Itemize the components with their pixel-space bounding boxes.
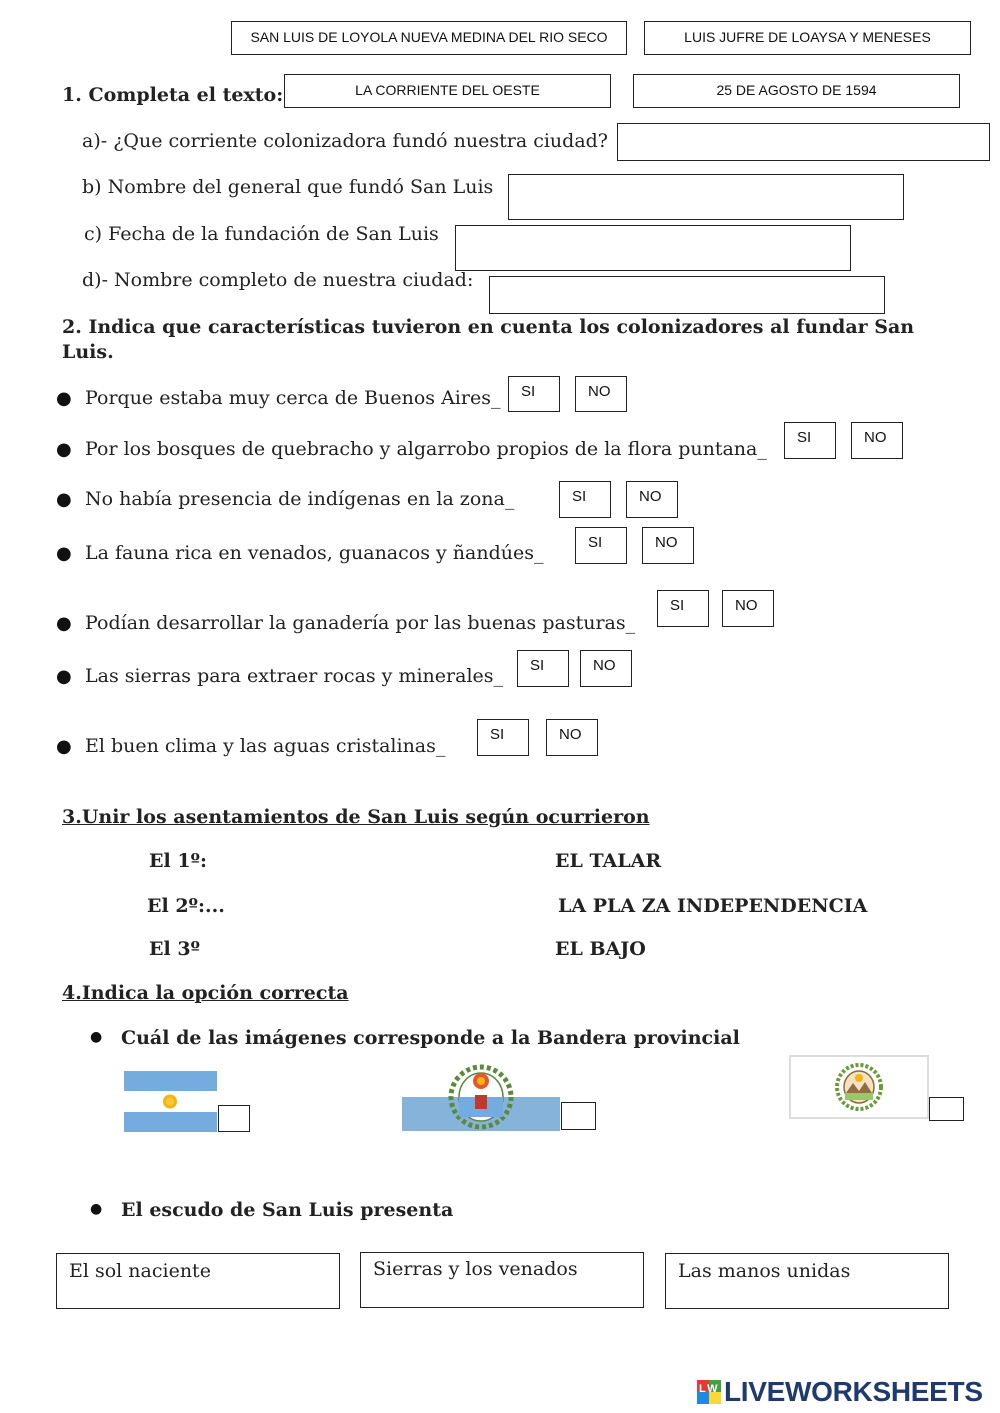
criterion-4-yes[interactable] [575, 527, 627, 564]
settlement-el-bajo[interactable]: EL BAJO [555, 938, 646, 960]
no-label: NO [593, 657, 616, 674]
criterion-7: El buen clima y las aguas cristalinas_ [85, 735, 446, 757]
option-sierras-venados[interactable]: Sierras y los venados [360, 1252, 644, 1308]
no-label: NO [655, 534, 678, 551]
question-c: c) Fecha de la fundación de San Luis [84, 223, 439, 245]
criterion-1-yes[interactable] [508, 376, 560, 412]
word-bank-current: LA CORRIENTE DEL OESTE [284, 74, 611, 108]
criterion-1: Porque estaba muy cerca de Buenos Aires_ [85, 387, 501, 409]
provincial-flag-option-2-image [402, 1063, 560, 1131]
criterion-3: No había presencia de indígenas en la zona_ [85, 488, 515, 510]
logo-icon-letters: LW [699, 1383, 720, 1395]
criterion-7-no[interactable] [546, 719, 598, 756]
section2-title-line2: Luis. [62, 341, 114, 363]
question-a: a)- ¿Que corriente colonizadora fundó nuestra ciudad? [82, 130, 608, 152]
section4-title: 4.Indica la opción correcta [62, 982, 349, 1004]
criterion-3-no[interactable] [626, 481, 678, 518]
yes-label: SI [670, 597, 685, 614]
bullet-icon: ● [56, 439, 72, 460]
bullet-icon: ● [56, 543, 72, 564]
yes-label: SI [797, 429, 812, 446]
answer-d-input[interactable] [489, 276, 885, 314]
answer-b-input[interactable] [508, 174, 904, 220]
criterion-1-no[interactable] [575, 376, 627, 412]
criterion-3-yes[interactable] [559, 481, 611, 518]
brand-text: LIVEWORKSHEETS [724, 1376, 983, 1407]
question-b: b) Nombre del general que fundó San Luis [82, 176, 494, 198]
answer-a-input[interactable] [617, 123, 990, 161]
section3-title: 3.Unir los asentamientos de San Luis según ocurrieron [62, 806, 650, 828]
criterion-5-no[interactable] [722, 590, 774, 627]
question-d: d)- Nombre completo de nuestra ciudad: [82, 269, 474, 291]
no-label: NO [559, 726, 582, 743]
flag-question: Cuál de las imágenes corresponde a la Bandera provincial [121, 1027, 740, 1049]
criterion-4-no[interactable] [642, 527, 694, 564]
bullet-icon: ● [90, 1201, 103, 1217]
criterion-4: La fauna rica en venados, guanacos y ñandúes_ [85, 542, 544, 564]
liveworksheets-logo [697, 1378, 993, 1408]
settlement-order-1: El 1º: [149, 850, 208, 872]
settlement-el-talar[interactable]: EL TALAR [555, 850, 662, 872]
settlement-order-3: El 3º [149, 938, 201, 960]
criterion-6-no[interactable] [580, 650, 632, 687]
section1-title: 1. Completa el texto: [62, 84, 284, 106]
flag-3-checkbox[interactable] [929, 1097, 964, 1121]
bullet-icon: ● [56, 613, 72, 634]
no-label: NO [588, 383, 611, 400]
section2-title: 2. Indica que características tuvieron en cuenta los colonizadores al fundar San [62, 316, 915, 338]
criterion-2: Por los bosques de quebracho y algarrobo propios de la flora puntana_ [85, 438, 767, 460]
word-bank-founder: LUIS JUFRE DE LOAYSA Y MENESES [644, 21, 971, 55]
no-label: NO [864, 429, 887, 446]
settlement-plaza-independencia[interactable]: LA PLA ZA INDEPENDENCIA [558, 895, 868, 917]
option-sol-naciente[interactable]: El sol naciente [56, 1253, 340, 1309]
settlement-order-2: El 2º:... [147, 895, 225, 917]
yes-label: SI [530, 657, 545, 674]
bullet-icon: ● [56, 388, 72, 409]
flag-2-checkbox[interactable] [561, 1102, 596, 1130]
criterion-6-yes[interactable] [517, 650, 569, 687]
bullet-icon: ● [56, 736, 72, 757]
answer-c-input[interactable] [455, 225, 851, 271]
word-bank-city-name: SAN LUIS DE LOYOLA NUEVA MEDINA DEL RIO SECO [231, 21, 627, 55]
flag-1-checkbox[interactable] [218, 1105, 250, 1132]
no-label: NO [735, 597, 758, 614]
yes-label: SI [588, 534, 603, 551]
bullet-icon: ● [56, 489, 72, 510]
criterion-7-yes[interactable] [477, 719, 529, 756]
no-label: NO [639, 488, 662, 505]
argentina-flag-image [124, 1071, 217, 1132]
criterion-2-yes[interactable] [784, 422, 836, 459]
option-manos-unidas[interactable]: Las manos unidas [665, 1253, 949, 1309]
criterion-6: Las sierras para extraer rocas y minerales_ [85, 665, 504, 687]
san-luis-flag-image [789, 1055, 929, 1119]
bullet-icon: ● [56, 666, 72, 687]
yes-label: SI [572, 488, 587, 505]
bullet-icon: ● [90, 1029, 103, 1045]
criterion-2-no[interactable] [851, 422, 903, 459]
criterion-5-yes[interactable] [657, 590, 709, 627]
shield-question: El escudo de San Luis presenta [121, 1199, 454, 1221]
word-bank-date: 25 DE AGOSTO DE 1594 [633, 74, 960, 108]
yes-label: SI [490, 726, 505, 743]
yes-label: SI [521, 383, 536, 400]
criterion-5: Podían desarrollar la ganadería por las buenas pasturas_ [85, 612, 636, 634]
